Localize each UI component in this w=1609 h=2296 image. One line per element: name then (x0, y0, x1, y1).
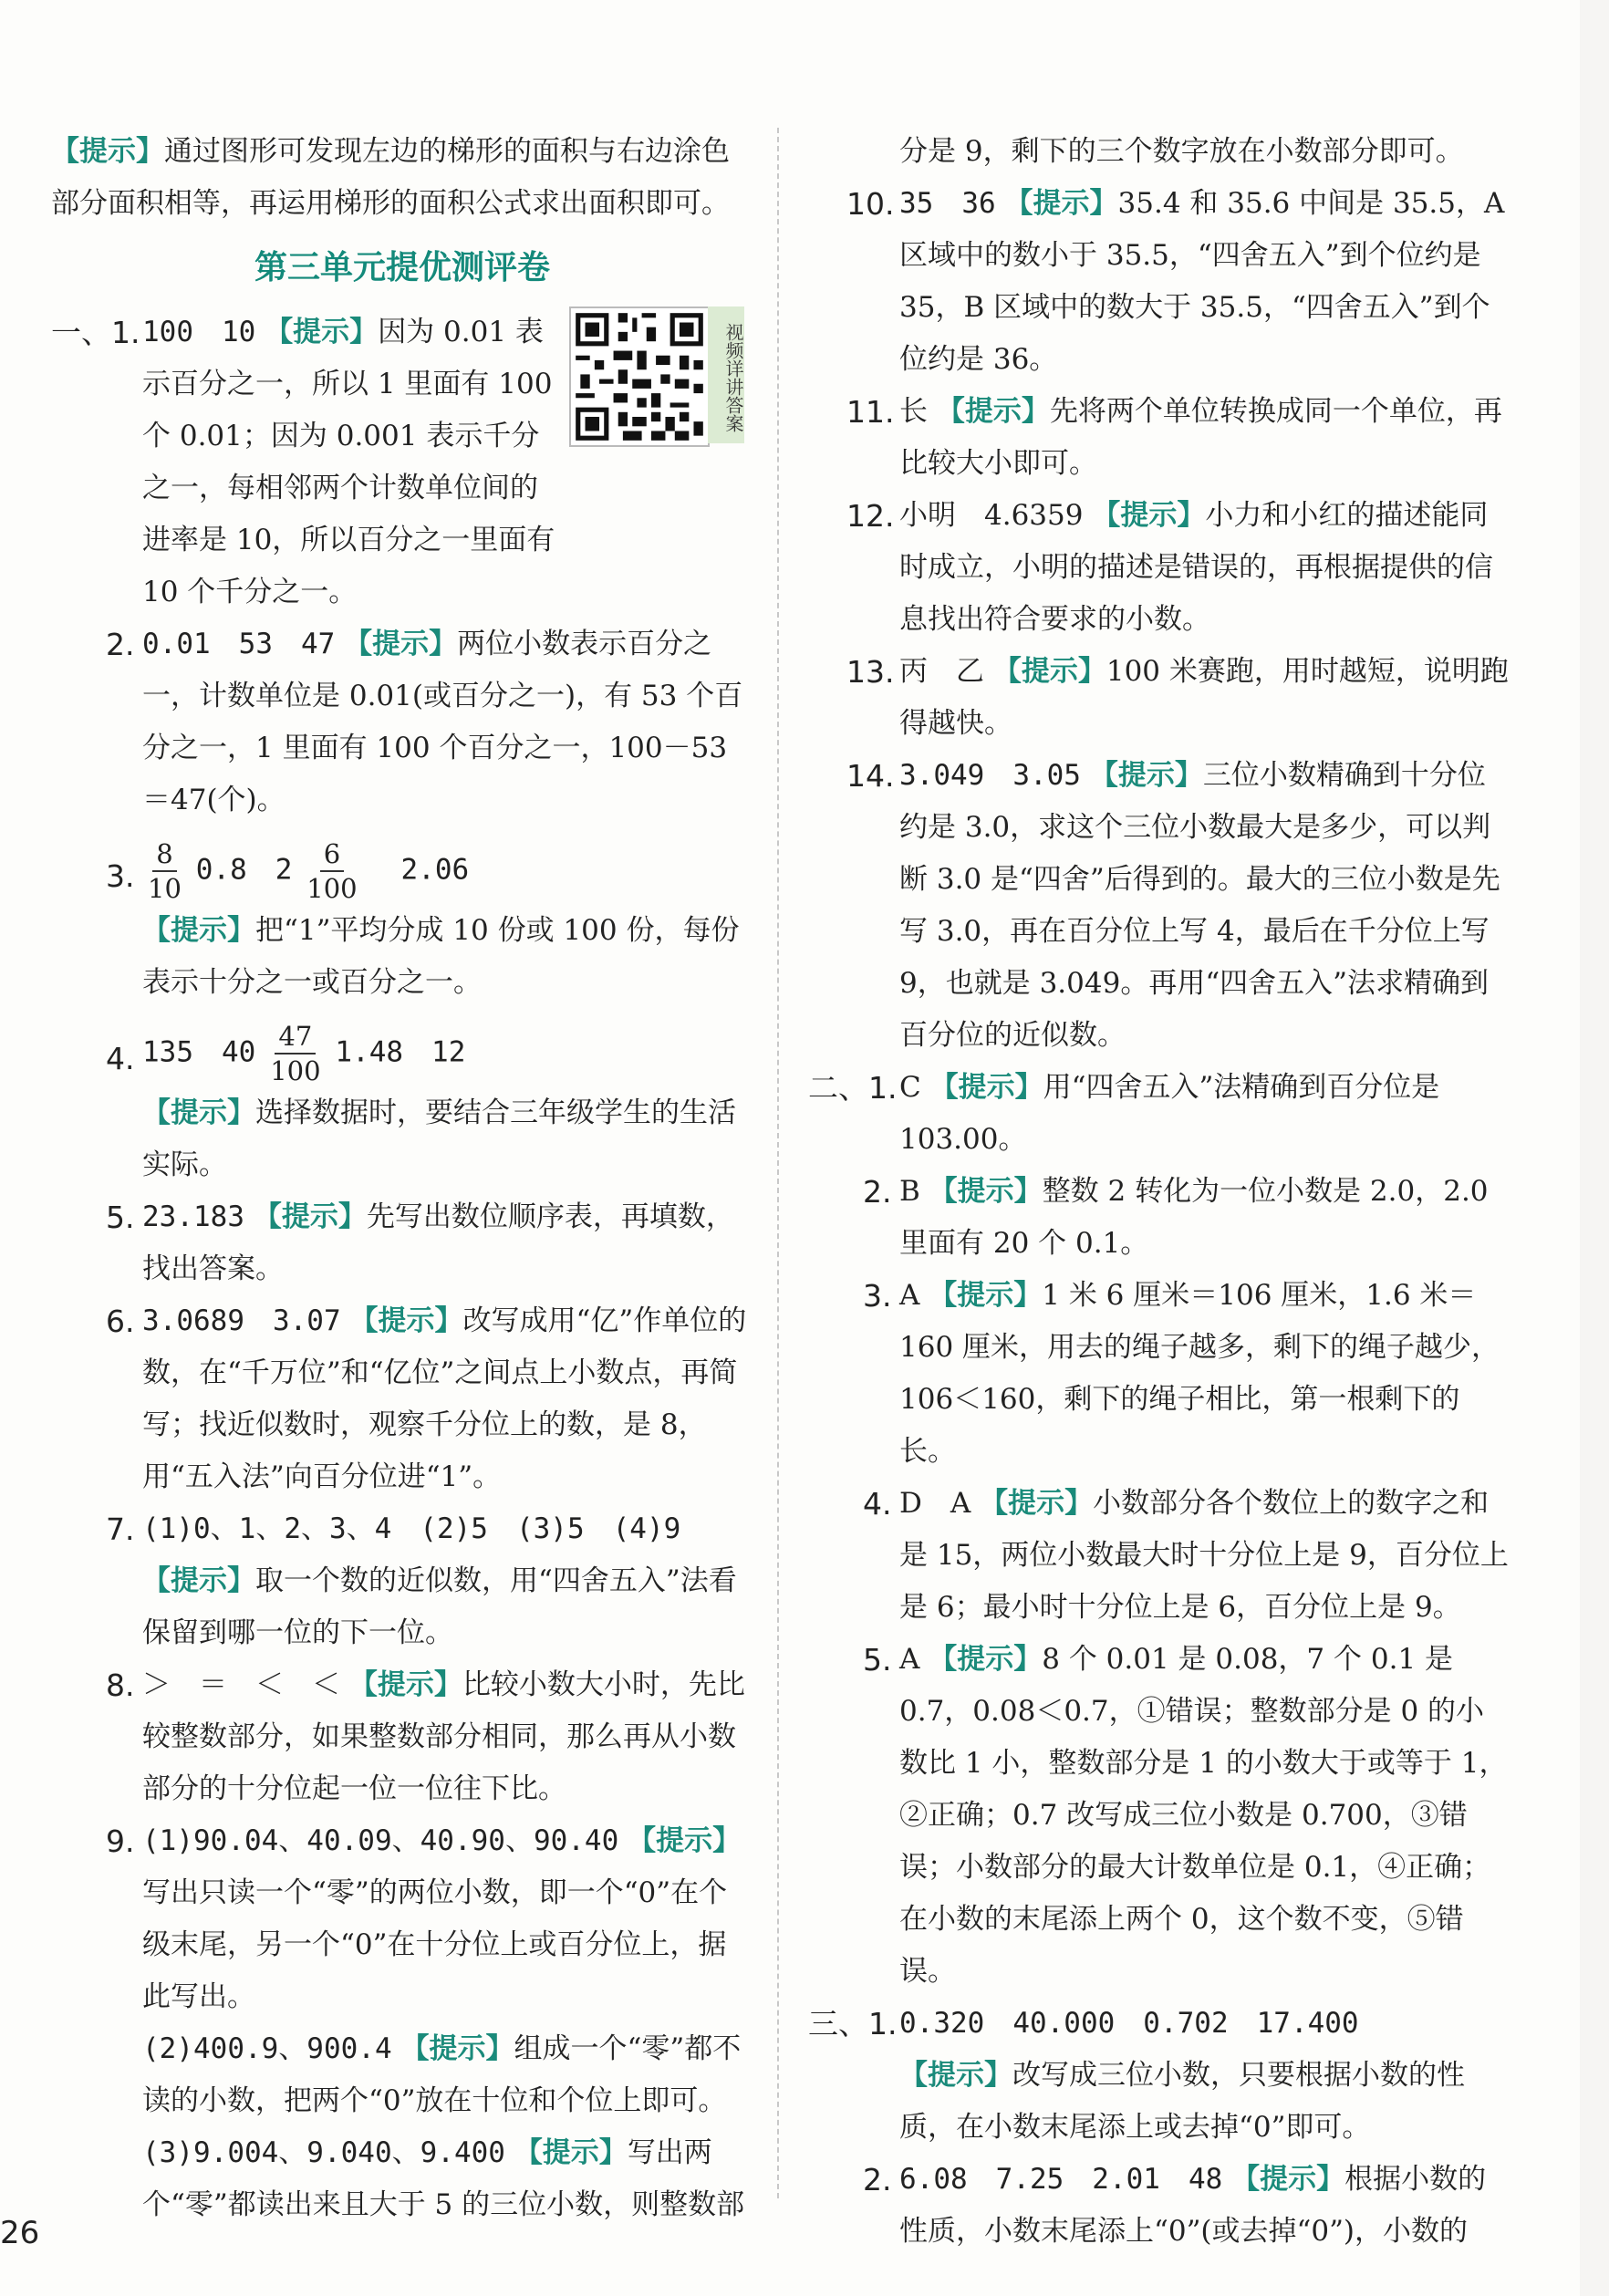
question-1-12: 12. 小明 4.6359 【提示】小力和小红的描述能同时成立，小明的描述是错误的，再根据提供的信息找出符合要求的小数。 (846, 498, 1493, 636)
question-1-4: 4. 135 40 $\frac{47}{100}$ 1.48 12 (106, 1021, 466, 1086)
left-column (51, 126, 753, 2231)
qr-code-icon[interactable] (569, 306, 710, 447)
section-title: 第三单元提优测评卷 (254, 249, 550, 286)
question-2-4: 4. D A 【提示】小数部分各个数位上的数字之和是 15，两位小数最大时十分位上是 9，百分位上是 6；最小时十分位上是 6，百分位上是 9。 (863, 1486, 1509, 1624)
fraction: $\frac{47}{100}$ (270, 1021, 321, 1086)
question-1-2: 2. 0.01 53 47 【提示】两位小数表示百分之一，计数单位是 0.01(或百分之一)，有 53 个百分之一，1 里面有 100 个百分之一，100－53＝47(个)。 (106, 627, 743, 816)
question-1-9: 9. (1)90.04、40.09、40.90、90.40 【提示】写出只读一个“零”的两位小数，即一个“0”在个级末尾，另一个“0”在十分位上或百分位上，据此写出。 (106, 1823, 742, 2013)
question-2-3: 3. A 【提示】1 米 6 厘米＝106 厘米，1.6 米＝160 厘米，用去的绳子越多，剩下的绳子越少，106＜160，剩下的绳子相比，第一根剩下的长。 (863, 1278, 1500, 1468)
column-divider (777, 128, 779, 2198)
question-1-9-part3: (3)9.004、9.040、9.400 【提示】写出两个“零”都读出来且大于 5 的三位小数，则整数部 (142, 2136, 745, 2221)
question-2-5: 5. A 【提示】8 个 0.01 是 0.08，7 个 0.1 是 0.7，0.08＜0.7，①错误；整数部分是 0 的小数比 1 小，整数部分是 1 的小数大于或等于 1，②正确；0.7 改写成三位小数是 0.700，③错误；小数部分的最大计数单位是 0.1，④正确；在小数的末尾添上两个 0，这个数不变，⑤错误。 (863, 1642, 1508, 1988)
qr-caption: 视频详讲答案 (708, 306, 744, 443)
question-1-8: 8. ＞ ＝ ＜ ＜ 【提示】比较小数大小时，先比较整数部分，如果整数部分相同，那么再从小数部分的十分位起一位一位往下比。 (106, 1667, 745, 1805)
question-3-1: 三、1. 0.320 40.000 0.702 17.400 (808, 2006, 1359, 2041)
question-1-9-part2: (2)400.9、900.4 【提示】组成一个“零”都不读的小数，把两个“0”放在十位和个位上即可。 (142, 2032, 742, 2117)
question-1-11: 11. 长 【提示】先将两个单位转换成同一个单位，再比较大小即可。 (846, 394, 1502, 480)
page-number: 26 (0, 2215, 40, 2251)
question-1-3: 3. $\frac{8}{10}$ 0.8 2 $\frac{6}{100}$ 2.06 (106, 838, 470, 904)
question-1-14: 14. 3.049 3.05 【提示】三位小数精确到十分位约是 3.0，求这个三位小数最大是多少，可以判断 3.0 是“四舍”后得到的。最大的三位小数是先写 3.0，再在百分位上写 4，最后在千分位上写 9，也就是 3.049。再用“四舍五入”法求精确到百分位的近似数。 (846, 758, 1500, 1052)
question-1-3-hint: 【提示】把“1”平均分成 10 份或 100 份，每份表示十分之一或百分之一。 (142, 914, 740, 999)
question-1-10: 10. 35 36 【提示】35.4 和 35.6 中间是 35.5，A 区域中的数小于 35.5，“四舍五入”到个位约是 35，B 区域中的数大于 35.5，“四舍五入”到个位约是 36。 (846, 186, 1505, 376)
question-2-2: 2. B 【提示】整数 2 转化为一位小数是 2.0，2.0 里面有 20 个 0.1。 (863, 1174, 1489, 1260)
question-1-9-continued: 分是 9，剩下的三个数字放在小数部分即可。 (899, 135, 1464, 168)
question-1-4-hint: 【提示】选择数据时，要结合三年级学生的生活实际。 (142, 1096, 736, 1181)
fraction: $\frac{8}{10}$ (148, 838, 182, 904)
question-1-5: 5. 23.183 【提示】先写出数位顺序表，再填数，找出答案。 (106, 1200, 734, 1285)
question-2-1: 二、1. C 【提示】用“四舍五入”法精确到百分位是 103.00。 (808, 1070, 1440, 1156)
question-1-7-hint: 【提示】取一个数的近似数，用“四舍五入”法看保留到哪一位的下一位。 (142, 1564, 737, 1649)
right-column (808, 126, 1512, 2258)
qr-code[interactable] (569, 306, 752, 445)
question-3-1-hint: 【提示】改写成三位小数，只要根据小数的性质，在小数末尾添上或去掉“0”即可。 (899, 2059, 1465, 2144)
question-1-1: 一、1. 视频详讲答案 100 10 【提示】因为 0.01 表示百分之一，所以 1 里面有 100 个 0.01；因为 0.001 表示千分之一，每相邻两个计数单位间的进率是 10，所以百分之一里面有 10 个千分之一。 (51, 306, 753, 618)
intro-hint: 【提示】通过图形可发现左边的梯形的面积与右边涂色部分面积相等，再运用梯形的面积公式求出面积即可。 (51, 135, 730, 220)
question-1-13: 13. 丙 乙 【提示】100 米赛跑，用时越短，说明跑得越快。 (846, 654, 1509, 740)
question-1-7: 7. (1)0、1、2、3、4 (2)5 (3)5 (4)9 (106, 1512, 681, 1547)
question-1-6: 6. 3.0689 3.07 【提示】改写成用“亿”作单位的数，在“千万位”和“亿位”之间点上小数点，再简写；找近似数时，观察千分位上的数，是 8，用“五入法”向百分位进“1”。 (106, 1304, 747, 1493)
fraction: $\frac{6}{100}$ (306, 838, 358, 904)
question-3-2: 2. 6.08 7.25 2.01 48 【提示】根据小数的性质，小数末尾添上“0”(或去掉“0”)，小数的 (863, 2162, 1487, 2248)
